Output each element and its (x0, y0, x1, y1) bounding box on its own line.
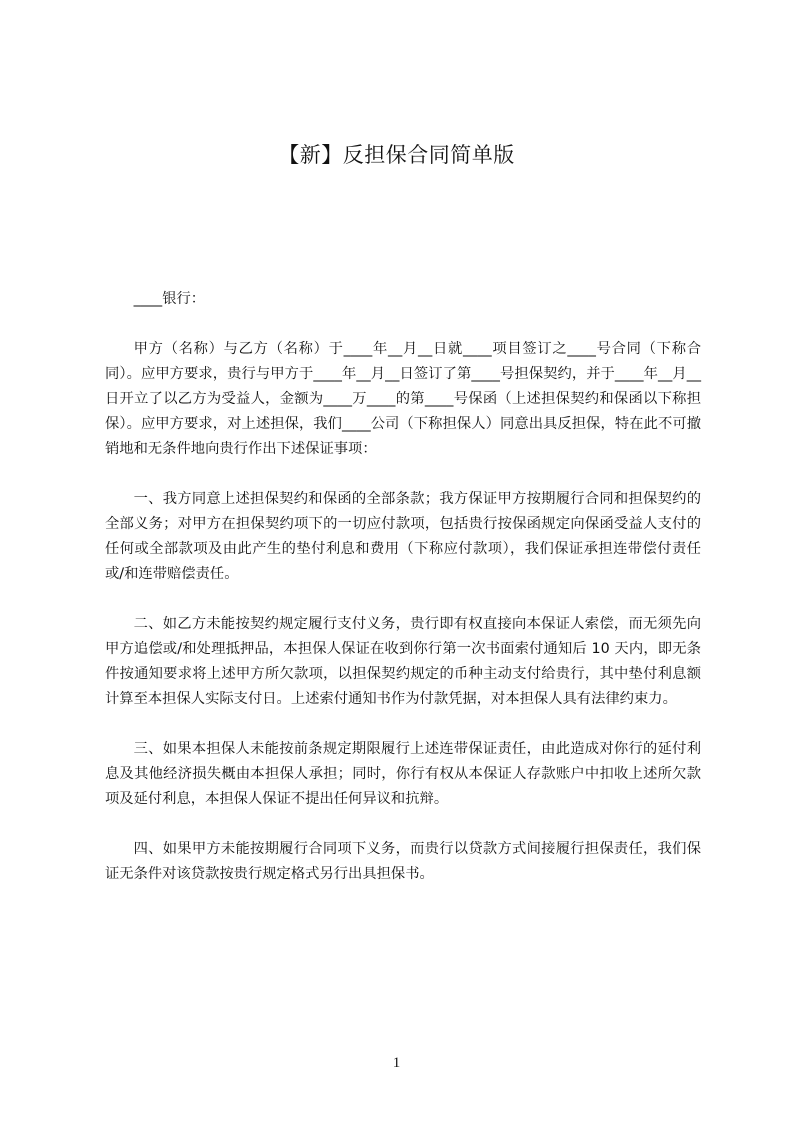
paragraph-clause-2: 二、如乙方未能按契约规定履行支付义务，贵行即有权直接向本保证人索偿，而无须先向甲方追偿或/和处理抵押品，本担保人保证在收到你行第一次书面索付通知后 10 天内，即无条件按通知要求将上述甲方所欠款项，以担保契约规定的币种主动支付给贵行，其中垫付利息额计算至本担保人实际支付日。上述索付通知书作为付款凭据，对本担保人具有法律约束力。 (105, 616, 701, 707)
document-body (105, 287, 701, 887)
paragraph-intro: 甲方（名称）与乙方（名称）于____年__月__日就____项目签订之____号合同（下称合同）。应甲方要求，贵行与甲方于____年__月__日签订了第____号担保契约，并于____年__月__日开立了以乙方为受益人，金额为____万____的第____号保函（上述担保契约和保函以下称担保）。应甲方要求，对上述担保，我们____公司（下称担保人）同意出具反担保，特在此不可撤销地和无条件地向贵行作出下述保证事项： (105, 341, 701, 457)
paragraph-clause-3: 三、如果本担保人未能按前条规定期限履行上述连带保证责任，由此造成对你行的延付利息及其他经济损失概由本担保人承担；同时，你行有权从本保证人存款账户中扣收上述所欠款项及延付利息，本担保人保证不提出任何异议和抗辩。 (105, 741, 701, 807)
paragraph-clause-4: 四、如果甲方未能按期履行合同项下义务，而贵行以贷款方式间接履行担保责任，我们保证无条件对该贷款按贵行规定格式另行出具担保书。 (105, 841, 701, 882)
document-title: 【新】反担保合同简单版 (278, 143, 515, 167)
paragraph-clause-1: 一、我方同意上述担保契约和保函的全部条款；我方保证甲方按期履行合同和担保契约的全部义务；对甲方在担保契约项下的一切应付款项，包括贵行按保函规定向保函受益人支付的任何或全部款项及由此产生的垫付利息和费用（下称应付款项），我们保证承担连带偿付责任或/和连带赔偿责任。 (105, 491, 701, 582)
addressee-line: ____银行： (133, 291, 206, 307)
page-number: 1 (392, 1055, 401, 1071)
